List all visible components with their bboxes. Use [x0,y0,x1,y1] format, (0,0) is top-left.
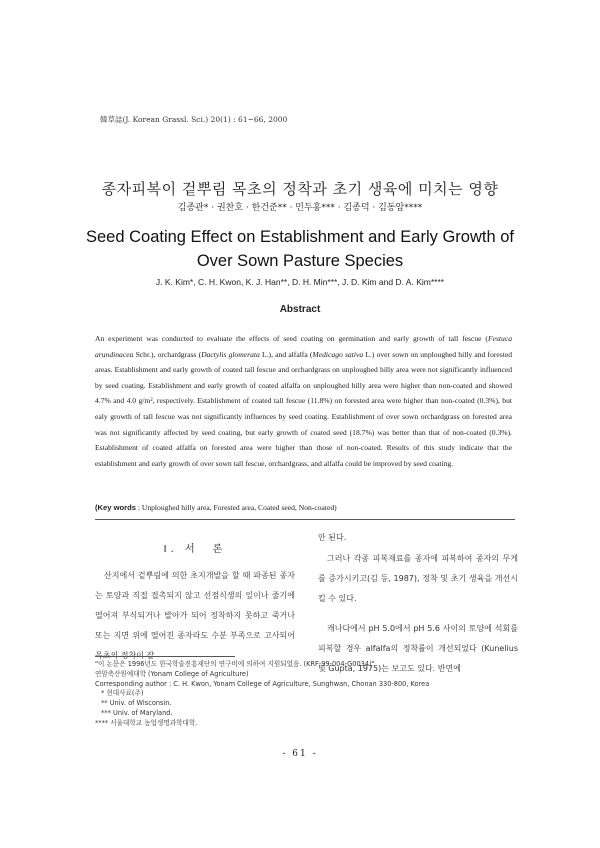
abstract-text-2: Schr.), orchardgrass ( [133,349,202,359]
species-name-3: Medicago sativa [312,349,364,359]
keywords [95,503,512,512]
journal-citation: 韓草誌(J. Korean Grassl. Sci.) 20(1) : 61~66, 2000 [100,115,288,124]
korean-title: 종자피복이 겉뿌림 목초의 정착과 초기 생육에 미치는 영향 [101,180,499,198]
section-heading: I. 서 론 [163,544,227,555]
footnote-1: * 현대사료(주) [101,689,144,698]
keywords-label: (Key words [95,503,136,512]
intro-paragraph-2: 캐나다에서 pH 5.0에서 pH 5.6 사이의 토양에 석회를 피복할 경우 alfalfa의 정착률이 개선되었다 (Kunelius 및 Gupta, 1975)는 보고도 있다. 반면에 [318,624,518,673]
english-title-line1: Seed Coating Effect on Establishment and Early Growth of [85,228,515,246]
intro-left-column: 산지에서 겉뿌림에 의한 초지개발을 할 때 파종된 종자는 토양과 직접 접촉되지 않고 선점식생의 잎이나 줄기에 떨어져 부식되거나 발아가 되어 정착하지 못하고 죽거나 또는 지면 위에 떨어진 종자라도 수분 부족으로 고사되어 목초의 정착이 잘 [95,571,295,660]
english-authors: J. K. Kim*, C. H. Kwon, K. J. Han**, D. H. Min***, J. D. Kim and D. A. Kim**** [155,277,445,287]
footnotes [95,660,515,729]
english-title-line2: Over Sown Pasture Species [196,252,404,270]
keywords-text: : Unploughed hilly area, Forested area, Coated seed, Non-coated) [135,503,337,512]
section-divider [95,519,515,520]
footnote-funding: "이 논문은 1996년도 한국학술진흥재단의 연구비에 의하여 지원되었음. (KRF-99-004-G0034)" [95,660,375,668]
footnote-corresponding: Corresponding author : C. H. Kwon, Yonam College of Agriculture, Sunghwan, Chonan 330-800, Korea [95,679,430,688]
abstract-heading: Abstract [279,304,321,315]
intro-right-top: 안 된다. [318,533,347,542]
footnote-2: ** Univ. of Wisconsin. [101,699,172,708]
footnote-affiliation: 연암축산원예대학 (Yonam College of Agriculture) [95,669,249,678]
intro-paragraph-1: 그러나 각종 피복재료를 종자에 피복하여 종자의 무게를 증가시키고(김 등, 1987), 정착 및 초기 생육을 개선시킬 수 있다. [318,554,518,603]
species-name-2: Dactylis glomerata [201,349,260,359]
page-number: - 61 - [282,749,318,759]
abstract-text-1: An experiment was conducted to evaluate the effects of seed coating on germination and early growth of tall fescue ( [95,334,488,343]
abstract-body [95,331,512,471]
footnote-4: **** 서울대학교 농업생명과학대학. [95,718,198,727]
korean-authors: 김종관* · 권찬호 · 한건준** · 민두홍*** · 김종덕 · 김동암**** [177,203,423,213]
english-title [0,225,600,273]
species-name-1: Festuca arundinacea [95,334,512,359]
footnote-divider [95,656,235,657]
abstract-text-4: L.) over sown on unploughed hilly and forested areas. Establishment and early growth of coated tall fescue and orchardgrass on unploughed hilly area were not significantly influenced by seed coating. Establishment and early growth of coated alfalfa on unploughed hilly area were higher than non-coated and showed 4.7% and 4.0 g/m², respectively. Establishment of coated tall fescue (11.8%) on forested area were higher than non-coated (0.3%), but ealy growth of tall fescue was not significantly influences by seed coating. Establishment of over sown orchardgrass on forested area was not significantly affected by seed coating, but early growth of coated seed (18.7%) was better than that of non-coated (0.3%). Establishment of coated alfalfa on forested area were higher than those of non-coated. Results of this study indicate that the establishment and early growth of over sown tall fescue, orchardgrass, and alfalfa could be improved by seed coating. [95,349,512,468]
footnote-3: *** Univ. of Maryland. [101,708,173,717]
abstract-text-3: L.), and alfalfa ( [259,349,313,359]
